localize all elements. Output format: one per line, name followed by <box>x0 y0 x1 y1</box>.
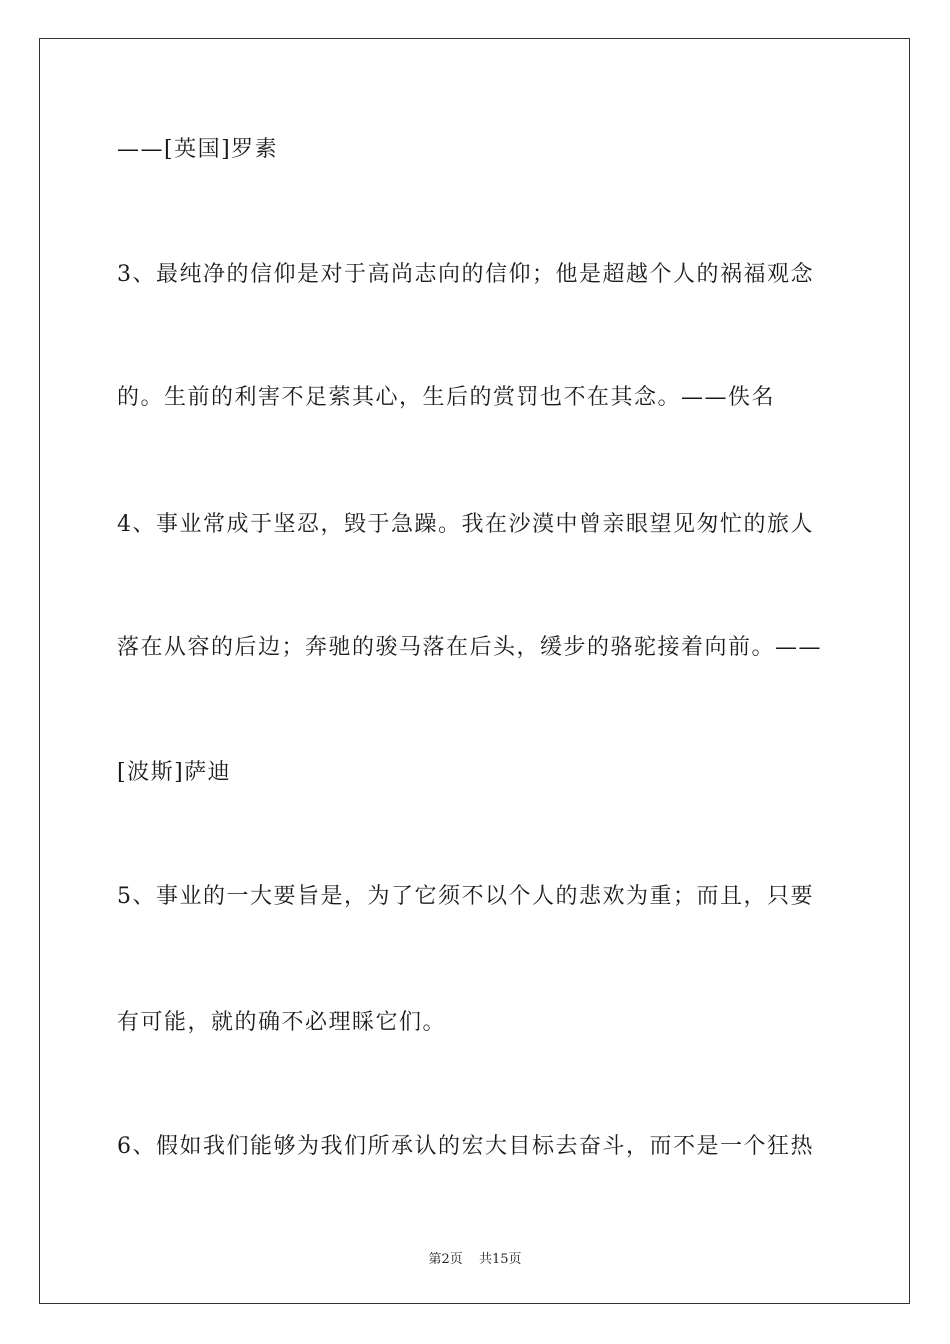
text-line-9: 6、假如我们能够为我们所承认的宏大目标去奋斗，而不是一个狂热 <box>117 1134 814 1159</box>
text-line-8: 有可能，就的确不必理睬它们。 <box>117 1010 447 1035</box>
text-line-4: 4、事业常成于坚忍，毁于急躁。我在沙漠中曾亲眼望见匆忙的旅人 <box>117 512 814 537</box>
page-total: 共15页 <box>478 1252 522 1267</box>
page-border <box>39 38 910 1304</box>
text-line-3: 的。生前的利害不足萦其心，生后的赏罚也不在其念。——佚名 <box>117 385 776 410</box>
page-number: 第2页 <box>428 1252 463 1267</box>
page-footer <box>0 1248 950 1267</box>
text-line-2: 3、最纯净的信仰是对于高尚志向的信仰；他是超越个人的祸福观念 <box>117 262 814 287</box>
text-line-5: 落在从容的后边；奔驰的骏马落在后头，缓步的骆驼接着向前。—— <box>117 635 823 660</box>
text-line-6: [波斯]萨迪 <box>117 760 232 785</box>
text-line-1: ——[英国]罗素 <box>117 137 279 162</box>
text-line-7: 5、事业的一大要旨是，为了它须不以个人的悲欢为重；而且，只要 <box>117 884 814 909</box>
